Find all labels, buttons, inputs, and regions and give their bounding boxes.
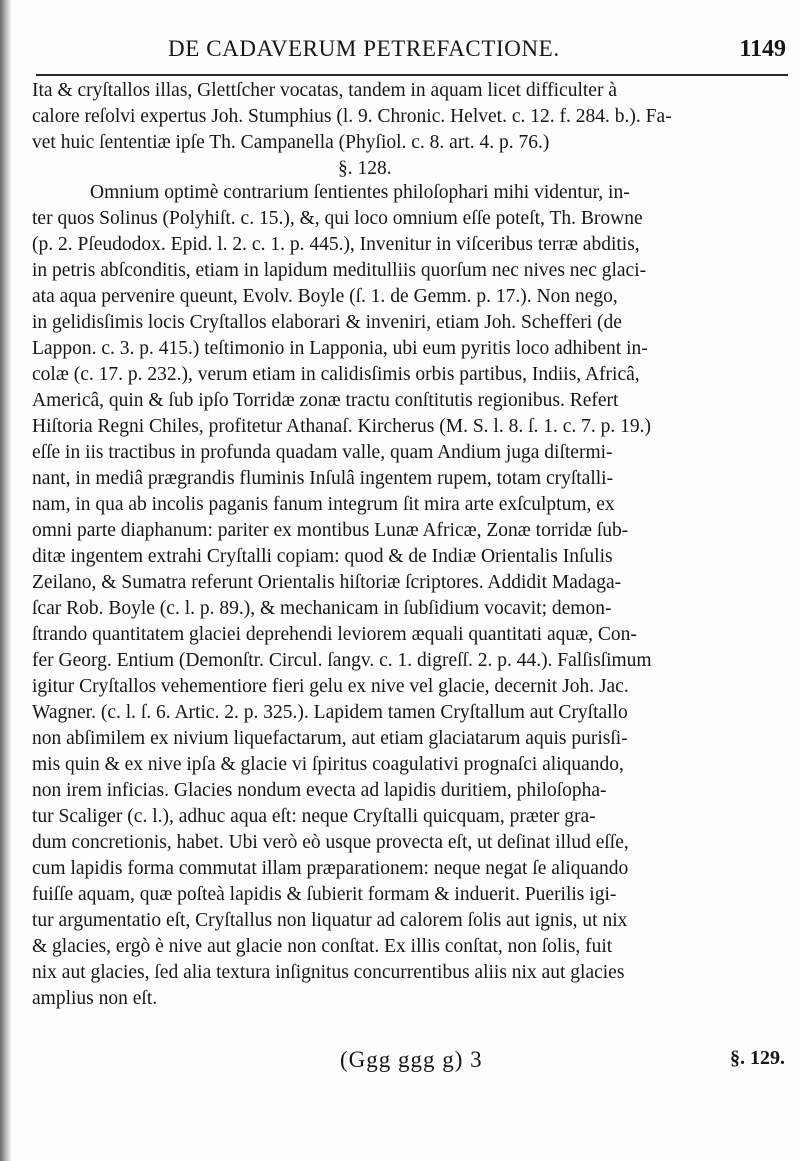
text-line: in petris abſconditis, etiam in lapidum meditulliis quorſum nec nives nec glaci- <box>32 260 647 281</box>
text-line: omni parte diaphanum: pariter ex montibus Lunæ Africæ, Zonæ torridæ ſub- <box>32 520 629 541</box>
text-line: ſcar Rob. Boyle (c. l. p. 89.), & mechanicam in ſubſidium vocavit; demon- <box>32 598 612 619</box>
text-line: Lappon. c. 3. p. 415.) teſtimonio in Lapponia, ubi eum pyritis loco adhibent in- <box>32 338 648 359</box>
text-line: amplius non eſt. <box>32 988 158 1009</box>
text-line: eſſe in iis tractibus in profunda quadam valle, quam Andium juga diſtermi- <box>32 442 613 463</box>
text-line: cum lapidis forma commutat illam præparationem: neque negat ſe aliquando <box>32 858 629 879</box>
text-line: nam, in qua ab incolis paganis fanum integrum ſit mira arte exſculptum, ex <box>32 494 615 515</box>
text-line: vet huic ſententiæ ipſe Th. Campanella (Phyſiol. c. 8. art. 4. p. 76.) <box>32 132 550 153</box>
text-line: dum concretionis, habet. Ubi verò eò usque provecta eſt, ut deſinat illud eſſe, <box>32 832 629 853</box>
text-line: ata aqua pervenire queunt, Evolv. Boyle (ſ. 1. de Gemm. p. 17.). Non nego, <box>32 286 618 307</box>
signature-mark: (Ggg ggg g) 3 <box>340 1047 483 1072</box>
text-line: mis quin & ex nive ipſa & glacie vi ſpiritus coagulativi prognaſci aliquando, <box>32 754 624 775</box>
text-line: fuiſſe aquam, quæ poſteà lapidis & ſubierit formam & induerit. Puerilis igi- <box>32 884 617 905</box>
catchword: §. 129. <box>730 1047 785 1069</box>
text-line: ter quos Solinus (Polyhiſt. c. 15.), &, qui loco omnium eſſe poteſt, Th. Browne <box>32 208 643 229</box>
text-line: Americâ, quin & ſub ipſo Torridæ zonæ tractu conſtitutis regionibus. Refert <box>32 390 619 411</box>
text-line: ſtrando quantitatem glaciei deprehendi leviorem æquali quantitati aquæ, Con- <box>32 624 637 645</box>
text-line: & glacies, ergò è nive aut glacie non conſtat. Ex illis conſtat, non ſolis, fuit <box>32 936 613 957</box>
text-line: calore reſolvi expertus Joh. Stumphius (l. 9. Chronic. Helvet. c. 12. f. 284. b.). Fa- <box>32 106 672 127</box>
text-line: tur argumentatio eſt, Cryſtallus non liquatur ad calorem ſolis aut ignis, ut nix <box>32 910 628 931</box>
section-number: §. 128. <box>338 158 392 179</box>
text-line: igitur Cryſtallos vehementiore fieri gelu ex nive vel glacie, decernit Joh. Jac. <box>32 676 629 697</box>
text-line: Ita & cryſtallos illas, Glettſcher vocatas, tandem in aquam licet difficulter à <box>32 80 617 101</box>
text-line: non abſimilem ex nivium liquefactarum, aut etiam glaciatarum aquis purisſi- <box>32 728 628 749</box>
text-line: tur Scaliger (c. l.), adhuc aqua eſt: neque Cryſtalli quicquam, præter gra- <box>32 806 596 827</box>
page-number: 1149 <box>739 36 786 62</box>
text-line: nant, in mediâ prægrandis fluminis Inſulâ ingentem rupem, totam cryſtalli- <box>32 468 614 489</box>
text-line: Zeilano, & Sumatra referunt Orientalis hiſtoriæ ſcriptores. Addidit Madaga- <box>32 572 622 593</box>
text-line: non irem inficias. Glacies nondum evecta ad lapidis duritiem, philoſopha- <box>32 780 607 801</box>
running-title: DE CADAVERUM PETREFACTIONE. <box>168 36 560 61</box>
text-line: fer Georg. Entium (Demonſtr. Circul. ſangv. c. 1. digreſſ. 2. p. 44.). Falſisſimum <box>32 650 652 671</box>
text-line: (p. 2. Pſeudodox. Epid. l. 2. c. 1. p. 445.), Invenitur in viſceribus terræ abditis, <box>32 234 640 255</box>
text-line: Omnium optimè contrarium ſentientes philoſophari mihi videntur, in- <box>90 182 630 203</box>
text-line: Wagner. (c. l. ſ. 6. Artic. 2. p. 325.). Lapidem tamen Cryſtallum aut Cryſtallo <box>32 702 628 723</box>
text-line: Hiſtoria Regni Chiles, profitetur Athanaſ. Kircherus (M. S. l. 8. ſ. 1. c. 7. p. 19.) <box>32 416 652 437</box>
text-line: ditæ ingentem extrahi Cryſtalli copiam: quod & de Indiæ Orientalis Inſulis <box>32 546 613 567</box>
text-line: in gelidisſimis locis Cryſtallos elaborari & inveniri, etiam Joh. Schefferi (de <box>32 312 622 333</box>
text-line: nix aut glacies, ſed alia textura inſignitus concurrentibus aliis nix aut glacies <box>32 962 625 983</box>
text-line: colæ (c. 17. p. 232.), verum etiam in calidisſimis orbis partibus, Indiis, Africâ, <box>32 364 640 385</box>
